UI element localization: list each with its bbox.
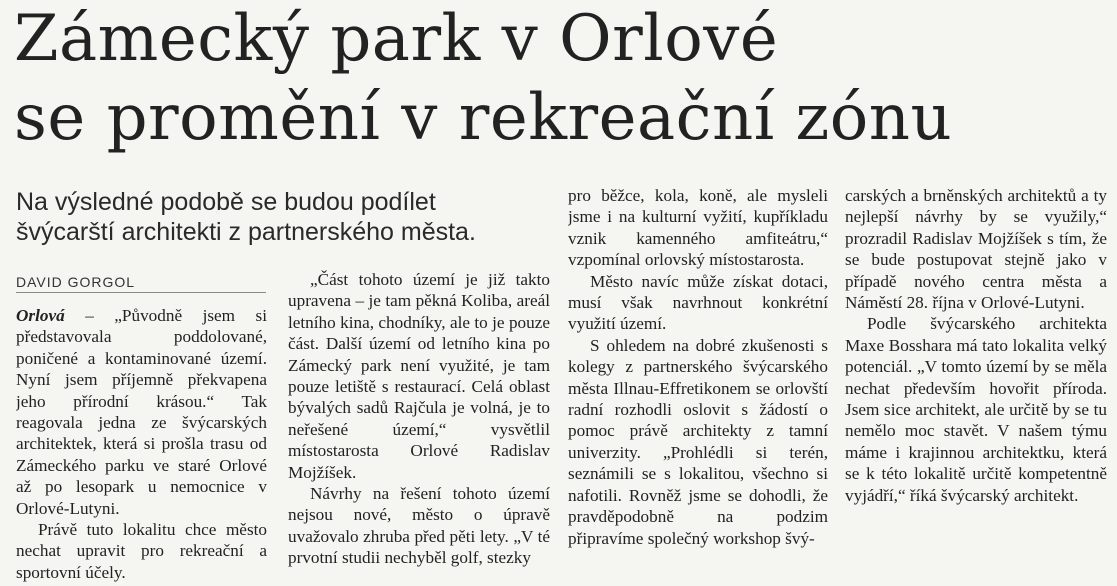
- paragraph: pro běžce, kola, koně, ale mysleli jsme i na kulturní vyžití, kupříkladu vznik kamenného amfiteátru,“ vzpomínal orlovský místostarosta.: [568, 186, 828, 270]
- article-column-1: [16, 305, 267, 586]
- article-column-4: [845, 185, 1107, 586]
- author-byline: DAVID GORGOL: [16, 274, 266, 293]
- subheadline: [16, 187, 561, 247]
- paragraph: [16, 305, 267, 519]
- paragraph: carských a brněnských architektů a ty nejlepší návrhy by se využily,“ prozradil Radislav Mojžíšek s tím, že se bude postupovat stejně jako v případě nového centra města a Náměstí 28. října v Orlové-Lutyni.: [845, 186, 1107, 313]
- paragraph-text: – „Původně jsem si představovala poddolované, poničené a kontaminované území. Nyní jsem příjemně překvapena jeho přírodní krásou.“ Tak reagovala jedna ze švýcarských architektek, která si prošla trasu od Zámeckého parku ve staré Orlové až po lesopark u nemocnice v Orlové-Lutyni.: [16, 306, 267, 518]
- article-column-3: [568, 185, 828, 586]
- paragraph: Právě tuto lokalitu chce město nechat upravit pro rekreační a sportovní účely.: [16, 520, 267, 582]
- paragraph: Město navíc může získat dotaci, musí však navrhnout konkrétní využití území.: [568, 271, 828, 334]
- paragraph: S ohledem na dobré zkušenosti s kolegy z partnerského švýcarského města Illnau-Effretikonem se orlovští radní rozhodli oslovit s žádostí o pomoc právě architekty z tamní univerzity. „Prohlédli si terén, seznámili se s lokalitou, všechno si nafotili. Rovněž jsme se dohodli, že pravděpodobně na podzim připravíme společný workshop švý-: [568, 335, 828, 548]
- paragraph: Návrhy na řešení tohoto území nejsou nové, město o úpravě uvažovalo zhruba před pěti lety. „V té prvotní studii nechyběl golf, stezky: [288, 484, 550, 568]
- paragraph: „Část tohoto území je již takto upravena – je tam pěkná Koliba, areál letního kina, chodníky, ale to je pouze část. Další území od letního kina po Zámecký park není využité, je tam pouze letiště s restaurací. Celá oblast bývalých sadů Rajčula je volná, je to neřešené území,“ vysvětlil místostarosta Orlové Radislav Mojžíšek.: [288, 270, 550, 482]
- dateline-location: Orlová: [16, 306, 65, 325]
- headline-line-2: se promění v rekreační zónu: [14, 81, 953, 155]
- subheadline-line-1: Na výsledné podobě se budou podílet: [16, 188, 436, 216]
- subheadline-line-2: švýcarští architekti z partnerského města.: [16, 218, 476, 246]
- headline-line-1: Zámecký park v Orlové: [14, 2, 779, 76]
- article-column-2: [288, 269, 550, 586]
- paragraph: Podle švýcarského architekta Maxe Bosshara má tato lokalita velký potenciál. „V tomto území by se měla nechat především hovořit příroda. Jsem sice architekt, ale určitě by se tu nemělo moc stavět. V našem týmu máme i krajinnou architektku, která se k této lokalitě určitě kompetentně vyjádří,“ říká švýcarský architekt.: [845, 314, 1107, 505]
- headline: [14, 0, 1114, 158]
